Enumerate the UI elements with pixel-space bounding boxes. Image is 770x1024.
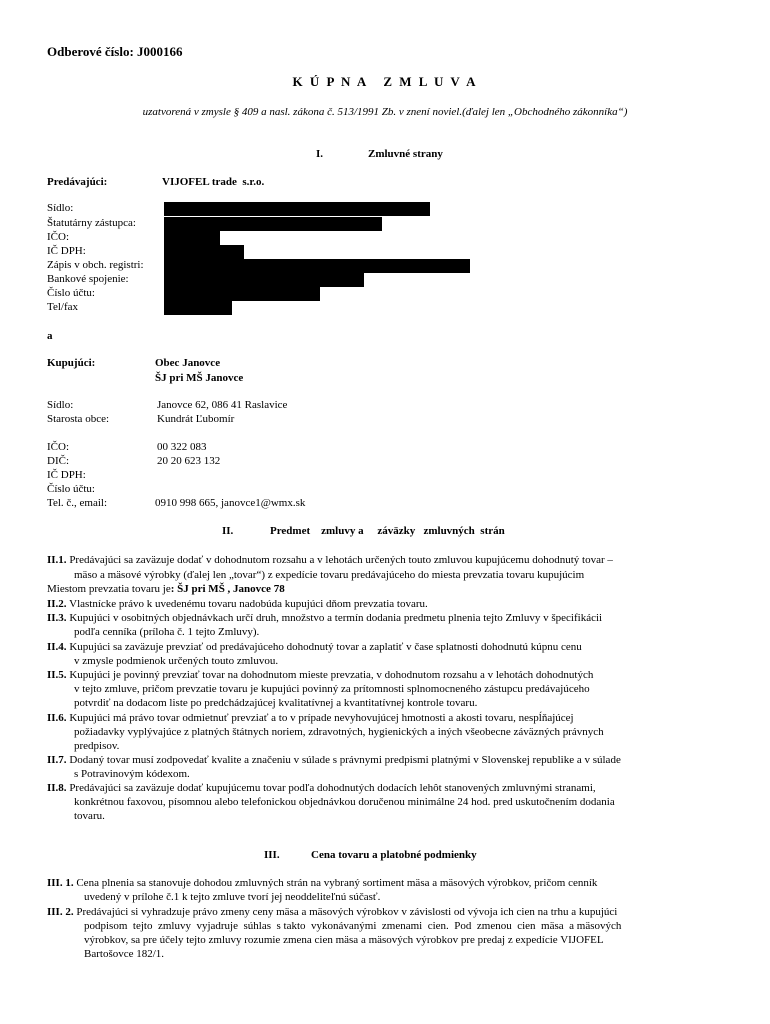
clause-number: II.1. xyxy=(47,554,67,566)
seller-field-account: Číslo účtu: xyxy=(47,287,95,299)
section-2-title: Predmet zmluvy a záväzky zmluvných strán xyxy=(270,525,505,537)
clause-ii-5 xyxy=(47,668,593,683)
clause-ii-1 xyxy=(47,553,613,568)
buyer-name-2: ŠJ pri MŠ Janovce xyxy=(155,372,244,384)
clause-number: III. 1. xyxy=(47,877,74,889)
clause-ii-8 xyxy=(47,781,596,796)
clause-line: požiadavky vyplývajúce z platných štátnych noriem, zdravotných, hygienických a iných všeobecne záväzných právnych xyxy=(74,726,604,738)
buyer-ico-value: 00 322 083 xyxy=(157,441,207,453)
buyer-tel-label: Tel. č., email: xyxy=(47,497,108,509)
buyer-dic-value: 20 20 623 132 xyxy=(157,455,221,467)
clause-line: Predávajúci sa zaväzuje dodať v dohodnutom rozsahu a v lehotách určených touto zmluvou kupujúcemu dohodnutý tovar – xyxy=(69,554,613,566)
clause-line: Kupujúci sa zaväzuje prevziať od predávajúceho dohodnutý tovar a zaplatiť v čase splatnosti dohodnutú kúpnu cenu xyxy=(69,641,582,653)
clause-line: tovaru. xyxy=(74,810,105,822)
clause-number: II.6. xyxy=(47,712,67,724)
buyer-icdph-label: IČ DPH: xyxy=(47,469,86,481)
redaction-box xyxy=(164,273,364,287)
clause-line: Dodaný tovar musí zodpovedať kvalite a značeniu v súlade s právnymi predpismi platnými v Slovenskej republike a v súlade xyxy=(69,754,621,766)
clause-line: v zmysle podmienok určených touto zmluvou. xyxy=(74,655,279,667)
clause-line: podpisom tejto zmluvy vyjadruje súhlas s takto vykonávanými zmenami cien. Pod zmenou cien mäsa a mäsových xyxy=(84,920,622,932)
seller-field-telfax: Tel/fax xyxy=(47,301,78,313)
conjunction: a xyxy=(47,330,53,342)
clause-line: Predávajúci si vyhradzuje právo zmeny ceny mäsa a mäsových výrobkov v závislosti od vývoja ich cien na trhu a kupujúci xyxy=(76,906,618,918)
clause-line: Predávajúci sa zaväzuje dodať kupujúcemu tovar podľa dohodnutých dodacích lehôt stanovených zmluvnými stranami, xyxy=(69,782,596,794)
clause-line: Miestom prevzatia tovaru je xyxy=(47,583,171,595)
seller-field-seat: Sídlo: xyxy=(47,202,74,214)
redaction-box xyxy=(164,231,220,245)
clause-number: II.8. xyxy=(47,782,67,794)
clause-line: Kupujúci je povinný prevziať tovar na dohodnutom mieste prevzatia, v dohodnutom rozsahu a v lehotách dohodnutých xyxy=(69,669,594,681)
section-1-number: I. xyxy=(316,148,324,160)
clause-line: predpisov. xyxy=(74,740,120,752)
seller-label: Predávajúci: xyxy=(47,176,108,188)
clause-ii-6 xyxy=(47,711,574,726)
section-3-title: Cena tovaru a platobné podmienky xyxy=(311,849,477,861)
clause-line: podľa cenníka (príloha č. 1 tejto Zmluvy). xyxy=(74,626,260,638)
buyer-ico-label: IČO: xyxy=(47,441,69,453)
clause-line: konkrétnou faxovou, písomnou alebo telefonickou objednávkou doručenou minimálne 24 hod. pred uskutočnením dodania xyxy=(74,796,615,808)
order-number: Odberové číslo: J000166 xyxy=(47,44,183,59)
clause-number: II.4. xyxy=(47,641,67,653)
redaction-box xyxy=(164,217,382,231)
seller-field-statutory: Štatutárny zástupca: xyxy=(47,217,136,229)
clause-line: Vlastnícke právo k uvedenému tovaru nadobúda kupujúci dňom prevzatia tovaru. xyxy=(69,598,428,610)
buyer-seat-value: Janovce 62, 086 41 Raslavice xyxy=(157,399,288,411)
clause-line: v tejto zmluve, pričom prevzatie tovaru je kupujúci povinný za prítomnosti splnomocneného zástupcu predávajúceho xyxy=(74,683,590,695)
redaction-box xyxy=(164,287,320,301)
seller-name: VIJOFEL trade s.r.o. xyxy=(162,176,265,188)
clause-ii-2 xyxy=(47,597,428,612)
seller-field-bank: Bankové spojenie: xyxy=(47,273,129,285)
buyer-account-label: Číslo účtu: xyxy=(47,483,95,495)
section-2-number: II. xyxy=(222,525,234,537)
clause-number: II.5. xyxy=(47,669,67,681)
redaction-box xyxy=(164,245,244,259)
clause-line: mäso a mäsové výrobky (ďalej len „tovar“) z expedície tovaru predávajúceho do miesta prevzatia tovaru kupujúcim xyxy=(74,569,585,581)
clause-number: II.2. xyxy=(47,598,67,610)
section-3-number: III. xyxy=(264,849,280,861)
clause-ii-1-place xyxy=(47,582,285,597)
document-title: K Ú P N A Z M L U V A xyxy=(292,74,478,89)
redaction-box xyxy=(164,202,430,216)
clause-ii-3 xyxy=(47,611,602,626)
clause-line: potvrdiť na dodacom liste po predchádzajúcej kvalitatívnej a kvantitatívnej kontrole tovaru. xyxy=(74,697,478,709)
seller-field-register: Zápis v obch. registri: xyxy=(47,259,144,271)
buyer-mayor-value: Kundrát Ľubomír xyxy=(157,413,235,425)
delivery-place: : ŠJ pri MŠ , Janovce 78 xyxy=(170,583,285,595)
clause-iii-1 xyxy=(47,876,597,891)
clause-ii-4 xyxy=(47,640,582,655)
buyer-name: Obec Janovce xyxy=(155,357,221,369)
clause-line: s Potravinovým kódexom. xyxy=(74,768,190,780)
document-subtitle: uzatvorená v zmysle § 409 a nasl. zákona č. 513/1991 Zb. v znení noviel.(ďalej len „Obchodného zákonníka“) xyxy=(142,106,628,118)
redaction-box xyxy=(164,301,232,315)
clause-line: uvedený v prílohe č.1 k tejto zmluve tvorí jej neoddeliteľnú súčasť. xyxy=(84,891,381,903)
buyer-seat-label: Sídlo: xyxy=(47,399,74,411)
section-1-title: Zmluvné strany xyxy=(368,148,443,160)
buyer-tel-value: 0910 998 665, janovce1@wmx.sk xyxy=(155,497,306,509)
buyer-dic-label: DIČ: xyxy=(47,455,69,467)
clause-iii-2 xyxy=(47,905,617,920)
clause-ii-7 xyxy=(47,753,621,768)
clause-line: výrobkov, sa pre účely tejto zmluvy rozumie zmena cien mäsa a mäsových výrobkov pre predaj z expedície VIJOFEL xyxy=(84,934,604,946)
clause-line: Cena plnenia sa stanovuje dohodou zmluvných strán na vybraný sortiment mäsa a mäsových výrobkov, pričom cenník xyxy=(76,877,598,889)
buyer-mayor-label: Starosta obce: xyxy=(47,413,110,425)
clause-number: II.7. xyxy=(47,754,67,766)
clause-line: Kupujúci má právo tovar odmietnuť prevziať a to v prípade nevyhovujúcej hmotnosti a akosti tovaru, nespĺňajúcej xyxy=(69,712,574,724)
seller-field-icdph: IČ DPH: xyxy=(47,245,86,257)
clause-number: III. 2. xyxy=(47,906,74,918)
buyer-label: Kupujúci: xyxy=(47,357,96,369)
clause-line: Kupujúci v osobitných objednávkach určí druh, množstvo a termín dodania predmetu plnenia tejto Zmluvy v špecifikácii xyxy=(69,612,603,624)
clause-number: II.3. xyxy=(47,612,67,624)
clause-line: Bartošovce 182/1. xyxy=(84,948,165,960)
redaction-box xyxy=(164,259,470,273)
seller-field-ico: IČO: xyxy=(47,231,69,243)
